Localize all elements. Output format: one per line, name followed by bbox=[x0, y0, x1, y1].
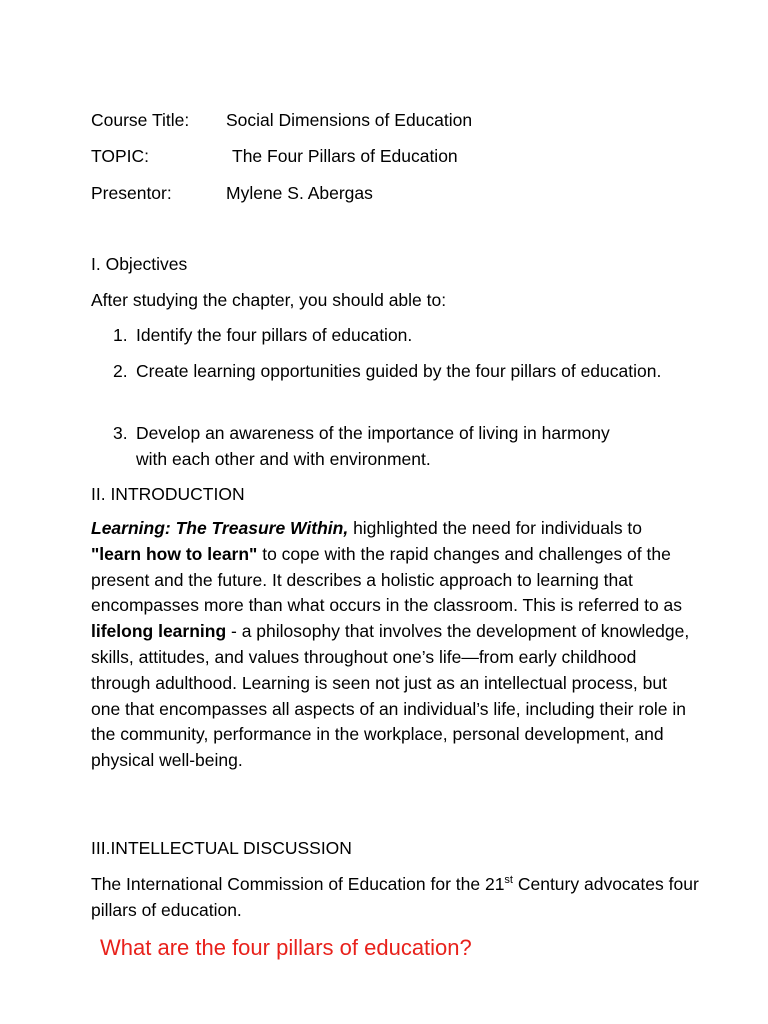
objectives-intro: After studying the chapter, you should able to: bbox=[91, 290, 447, 310]
objectives-heading: I. Objectives bbox=[91, 254, 188, 274]
topic-label: TOPIC: bbox=[91, 146, 150, 166]
intro-text: highlighted the need for individuals to bbox=[348, 518, 643, 538]
discussion-text: The International Commission of Education for the 21 bbox=[91, 874, 505, 894]
course-title-label: Course Title: bbox=[91, 110, 190, 130]
presentor-label: Presentor: bbox=[91, 183, 172, 203]
intro-text: to cope with the rapid changes and challenges of the present and the future. It describes a holistic approach to learning that encompasses more than what occurs in the classroom. This is referred to as bbox=[91, 543, 683, 616]
discussion-text: Century advocates four pillars of education. bbox=[91, 874, 699, 920]
objective-item: Develop an awareness of the importance of living in harmony with each other and with environment. bbox=[136, 423, 610, 469]
introduction-heading: II. INTRODUCTION bbox=[91, 484, 245, 504]
topic-value: The Four Pillars of Education bbox=[232, 146, 458, 166]
objective-number: 3. bbox=[113, 423, 128, 443]
introduction-paragraph bbox=[91, 516, 691, 774]
objective-item: Create learning opportunities guided by the four pillars of education. bbox=[136, 361, 662, 381]
learn-how-to-learn-quote: "learn how to learn" bbox=[91, 543, 258, 564]
presentor-value: Mylene S. Abergas bbox=[226, 183, 373, 203]
ordinal-superscript: st bbox=[504, 874, 513, 887]
lifelong-learning-term: lifelong learning bbox=[91, 621, 227, 642]
discussion-paragraph bbox=[91, 871, 711, 923]
objective-number: 2. bbox=[113, 361, 128, 381]
book-title: Learning: The Treasure Within, bbox=[91, 518, 349, 538]
objective-number: 1. bbox=[113, 325, 128, 345]
course-title-value: Social Dimensions of Education bbox=[226, 110, 473, 130]
discussion-heading: III.INTELLECTUAL DISCUSSION bbox=[91, 838, 352, 858]
intro-text: - a philosophy that involves the development of knowledge, skills, attitudes, and values throughout one’s life—from early childhood through adulthood. Learning is seen not just as an intellectual process, but one that encompasses all aspects of an individual’s life, including their role in the community, performance in the workplace, personal development, and physical well-being. bbox=[91, 621, 690, 771]
pillars-question: What are the four pillars of education? bbox=[100, 935, 472, 960]
objective-item: Identify the four pillars of education. bbox=[136, 325, 413, 345]
